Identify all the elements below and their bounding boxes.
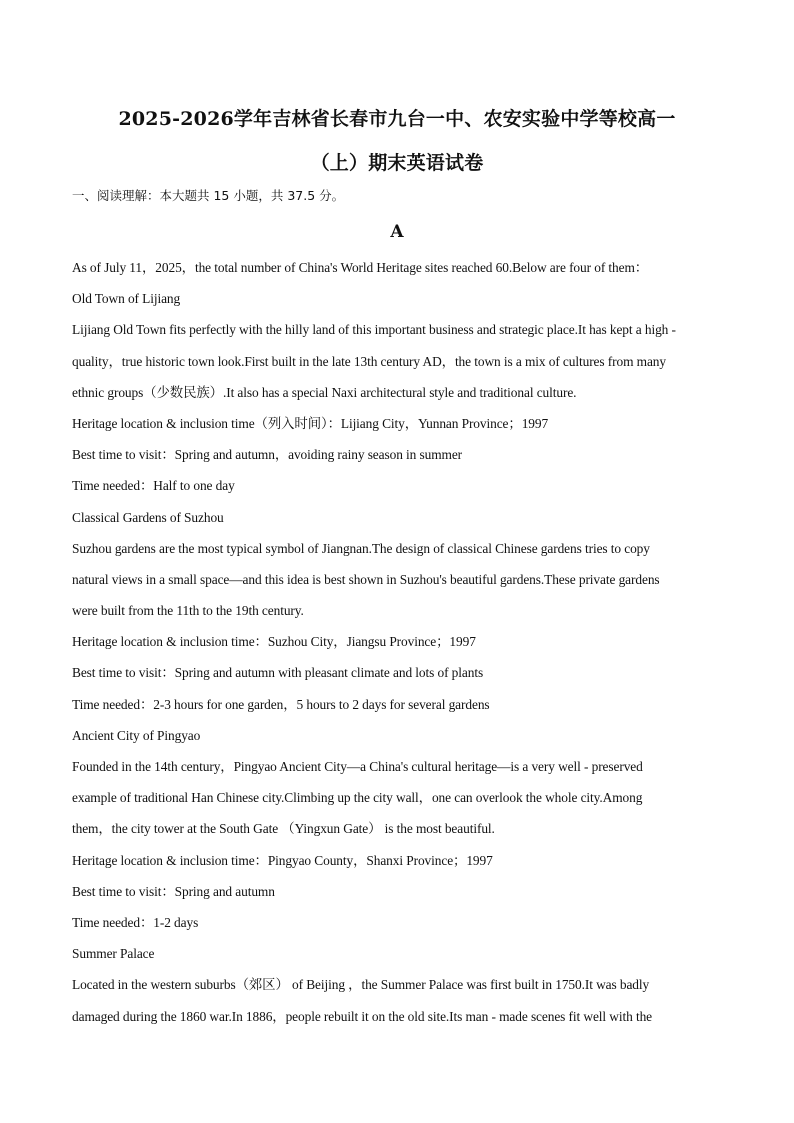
- exam-title-line-2: （上）期末英语试卷: [310, 152, 484, 174]
- passage-line: Founded in the 14th century，Pingyao Ancient City—a China's cultural heritage—is a very well - preserved: [72, 759, 643, 774]
- passage-line: Suzhou gardens are the most typical symbol of Jiangnan.The design of classical Chinese gardens tries to copy: [72, 540, 650, 556]
- passage-line: natural views in a small space—and this idea is best shown in Suzhou's beautiful gardens.These private gardens: [72, 571, 660, 587]
- passage-line: Heritage location & inclusion time（列入时间）：Lijiang City，Yunnan Province；1997: [72, 415, 549, 431]
- passage-line: Best time to visit：Spring and autumn: [72, 883, 275, 899]
- passage-line: were built from the 11th to the 19th century.: [72, 603, 304, 619]
- passage-line: Lijiang Old Town fits perfectly with the hilly land of this important business and strategic place.It has kept a high -: [72, 322, 676, 338]
- passage-letter: A: [390, 222, 404, 242]
- section-heading: 一、阅读理解：本大题共 15 小题，共 37.5 分。: [72, 188, 345, 203]
- passage-line: Heritage location & inclusion time：Pingyao County，Shanxi Province；1997: [72, 852, 493, 868]
- passage-line: Summer Palace: [72, 946, 155, 962]
- passage-line: quality，true historic town look.First built in the late 13th century AD，the town is a mix of cultures from many: [72, 353, 666, 369]
- passage-line: Time needed：1-2 days: [72, 914, 199, 930]
- passage-line: Heritage location & inclusion time：Suzhou City，Jiangsu Province；1997: [72, 634, 476, 650]
- passage-line: Best time to visit：Spring and autumn with pleasant climate and lots of plants: [72, 665, 484, 681]
- passage-line: damaged during the 1860 war.In 1886，people rebuilt it on the old site.Its man - made scenes fit well with the: [72, 1008, 653, 1024]
- passage-line: Classical Gardens of Suzhou: [72, 509, 224, 525]
- passage-line: them，the city tower at the South Gate （Yingxun Gate） is the most beautiful.: [72, 821, 495, 837]
- passage-line: Time needed：2-3 hours for one garden，5 hours to 2 days for several gardens: [72, 696, 490, 712]
- passage-body: [72, 252, 724, 1032]
- passage-line: Located in the western suburbs（郊区） of Beijing ，the Summer Palace was first built in 1750.It was badly: [72, 977, 650, 993]
- passage-line: example of traditional Han Chinese city.Climbing up the city wall，one can overlook the whole city.Among: [72, 790, 643, 806]
- passage-line: ethnic groups（少数民族）.It also has a special Naxi architectural style and traditional culture.: [72, 384, 577, 400]
- passage-line: Time needed：Half to one day: [72, 478, 235, 494]
- passage-line: Ancient City of Pingyao: [72, 727, 201, 743]
- passage-line: As of July 11，2025，the total number of China's World Heritage sites reached 60.Below are four of them：: [72, 260, 649, 275]
- passage-line: Best time to visit：Spring and autumn，avoiding rainy season in summer: [72, 447, 463, 463]
- exam-title-line-1: 2025-2026学年吉林省长春市九台一中、农安实验中学等校高一: [118, 108, 676, 130]
- passage-line: Old Town of Lijiang: [72, 291, 181, 307]
